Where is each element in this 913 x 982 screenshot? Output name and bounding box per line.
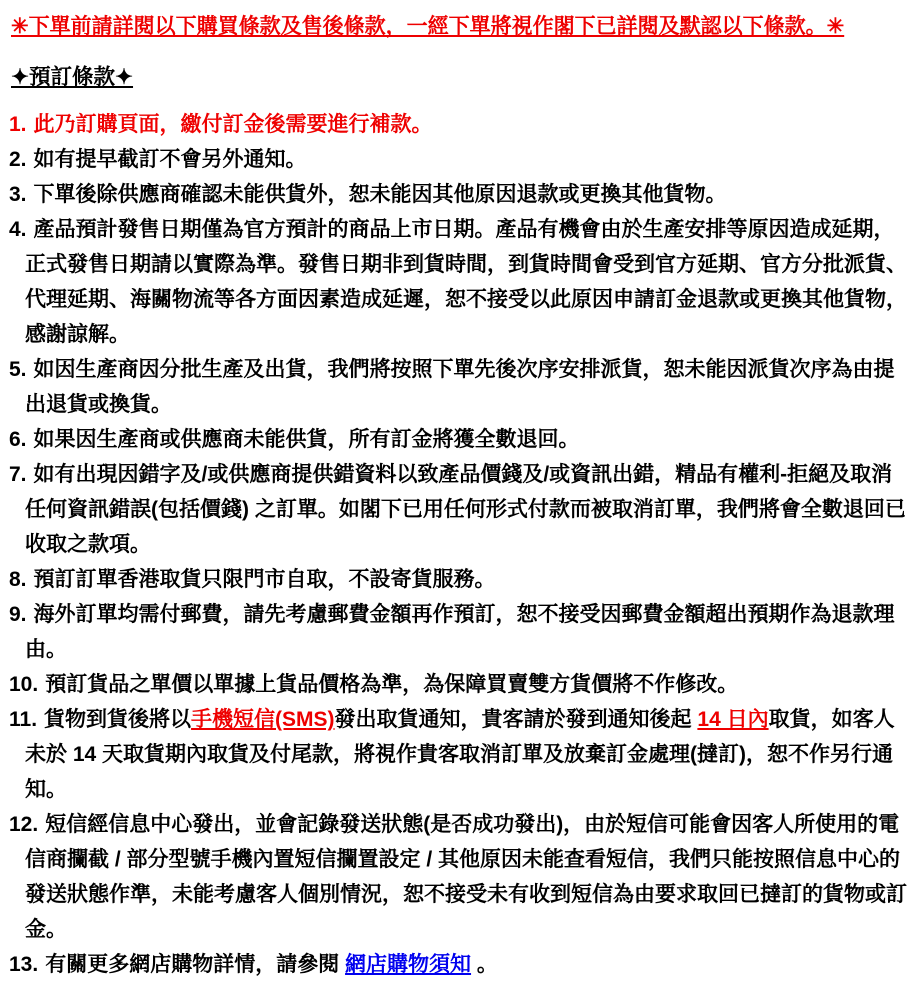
term-text: 如有出現因錯字及/或供應商提供錯資料以致產品價錢及/或資訊出錯，精品有權利-拒絕及取消任何資訊錯誤(包括價錢) 之訂單。如閣下已用任何形式付款而被取消訂單，我們將會全數退回已收取之款項。: [25, 463, 906, 556]
preorder-terms-heading: ✦預訂條款✦: [11, 65, 134, 89]
term-number: 11.: [9, 708, 38, 731]
term-text: 如果因生產商或供應商未能供貨，所有訂金將獲全數退回。: [33, 428, 580, 451]
term-item: [0, 667, 913, 702]
purchase-notice-title: ✳下單前請詳閱以下購買條款及售後條款，一經下單將視作閣下已詳閱及默認以下條款。✳: [11, 15, 845, 38]
term-number: 3.: [9, 183, 27, 206]
term-item: [0, 562, 913, 597]
store-shopping-notice-link[interactable]: 網店購物須知: [345, 953, 472, 976]
term-text: 發出取貨通知，貴客請於發到通知後起: [334, 708, 698, 731]
highlighted-text: 手機短信(SMS): [191, 708, 335, 731]
term-item: [0, 457, 913, 562]
term-item: [0, 107, 913, 142]
term-number: 5.: [9, 358, 27, 381]
term-item: [0, 142, 913, 177]
term-item: [0, 807, 913, 947]
term-text: 取貨，如客人未於 14 天取貨期內取貨及付尾款，將視作貴客取消訂單及放棄訂金處理(撻訂)，恕不作另行通知。: [25, 708, 895, 801]
term-text: 下單後除供應商確認未能供貨外，恕未能因其他原因退款或更換其他貨物。: [33, 183, 727, 206]
term-text: 此乃訂購頁面，繳付訂金後需要進行補款。: [33, 113, 433, 136]
term-number: 10.: [9, 673, 39, 696]
term-item: [0, 702, 913, 807]
term-text: 產品預計發售日期僅為官方預計的商品上市日期。產品有機會由於生產安排等原因造成延期，正式發售日期請以實際為準。發售日期非到貨時間，到貨時間會受到官方延期、官方分批派貨、代理延期、海關物流等各方面因素造成延遲，恕不接受以此原因申請訂金退款或更換其他貨物，感謝諒解。: [25, 218, 907, 346]
term-number: 7.: [9, 463, 27, 486]
term-number: 4.: [9, 218, 27, 241]
term-number: 12.: [9, 813, 39, 836]
term-item: [0, 212, 913, 352]
term-text: 如因生產商因分批生產及出貨，我們將按照下單先後次序安排派貨，恕未能因派貨次序為由提出退貨或換貨。: [25, 358, 895, 416]
term-text: 短信經信息中心發出，並會記錄發送狀態(是否成功發出)，由於短信可能會因客人所使用的電信商攔截 / 部分型號手機內置短信攔置設定 / 其他原因未能查看短信，我們只能按照信息中心的發送狀態作準，未能考慮客人個別情況，恕不接受未有收到短信為由要求取回已撻訂的貨物或訂金。: [25, 813, 907, 941]
term-item: [0, 177, 913, 212]
term-text: 貨物到貨後將以: [44, 708, 192, 731]
term-item: [0, 597, 913, 667]
term-number: 9.: [9, 603, 27, 626]
term-number: 2.: [9, 148, 27, 171]
term-item: [0, 352, 913, 422]
term-text: 。: [471, 953, 498, 976]
term-item: [0, 947, 913, 982]
terms-list: [0, 107, 913, 982]
term-number: 8.: [9, 568, 27, 591]
term-item: [0, 422, 913, 457]
term-text: 預訂貨品之單價以單據上貨品價格為準，為保障買賣雙方貨價將不作修改。: [45, 673, 739, 696]
term-text: 海外訂單均需付郵費，請先考慮郵費金額再作預訂，恕不接受因郵費金額超出預期作為退款理由。: [25, 603, 895, 661]
term-text: 預訂訂單香港取貨只限門市自取，不設寄貨服務。: [33, 568, 496, 591]
term-text: 有關更多網店購物詳情，請參閱: [45, 953, 346, 976]
term-number: 1.: [9, 113, 27, 136]
term-number: 6.: [9, 428, 27, 451]
term-text: 如有提早截訂不會另外通知。: [33, 148, 307, 171]
term-number: 13.: [9, 953, 39, 976]
highlighted-text: 14 日內: [697, 708, 769, 731]
